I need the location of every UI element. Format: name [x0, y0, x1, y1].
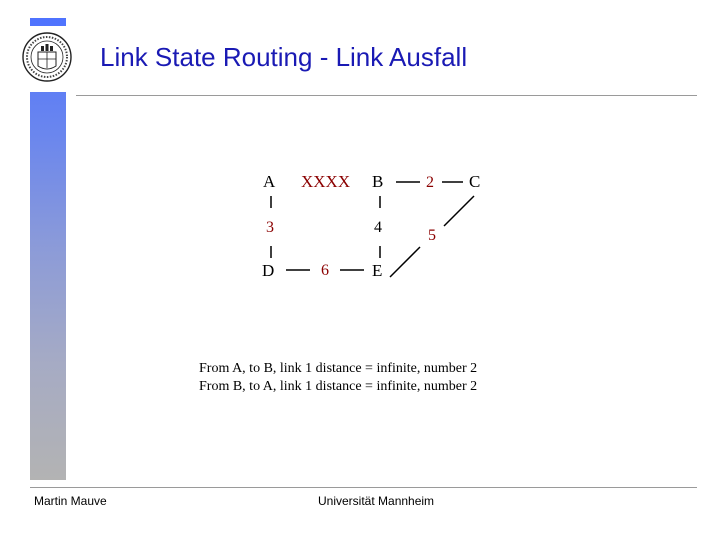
node-a: A — [263, 172, 276, 191]
footer-divider — [30, 487, 697, 488]
info-line-b-to-a: From B, to A, link 1 distance = infinite, number 2 — [199, 379, 478, 394]
weight-d-e: 6 — [321, 262, 329, 279]
node-d: D — [262, 261, 275, 280]
edge-5-e — [390, 247, 420, 277]
weight-a-b-failed: XXXX — [301, 172, 351, 191]
weight-b-c: 2 — [426, 174, 434, 191]
weight-c-e: 5 — [428, 227, 436, 244]
page-title: Link State Routing - Link Ausfall — [100, 42, 468, 72]
weight-b-e: 4 — [374, 219, 382, 236]
node-c: C — [469, 172, 481, 191]
weight-a-d: 3 — [266, 219, 274, 236]
edge-c-5 — [444, 196, 474, 226]
node-b: B — [372, 172, 384, 191]
info-line-a-to-b: From A, to B, link 1 distance = infinite, number 2 — [199, 361, 478, 376]
node-e: E — [372, 261, 383, 280]
footer-institution: Universität Mannheim — [318, 494, 435, 508]
footer-author: Martin Mauve — [34, 494, 107, 508]
